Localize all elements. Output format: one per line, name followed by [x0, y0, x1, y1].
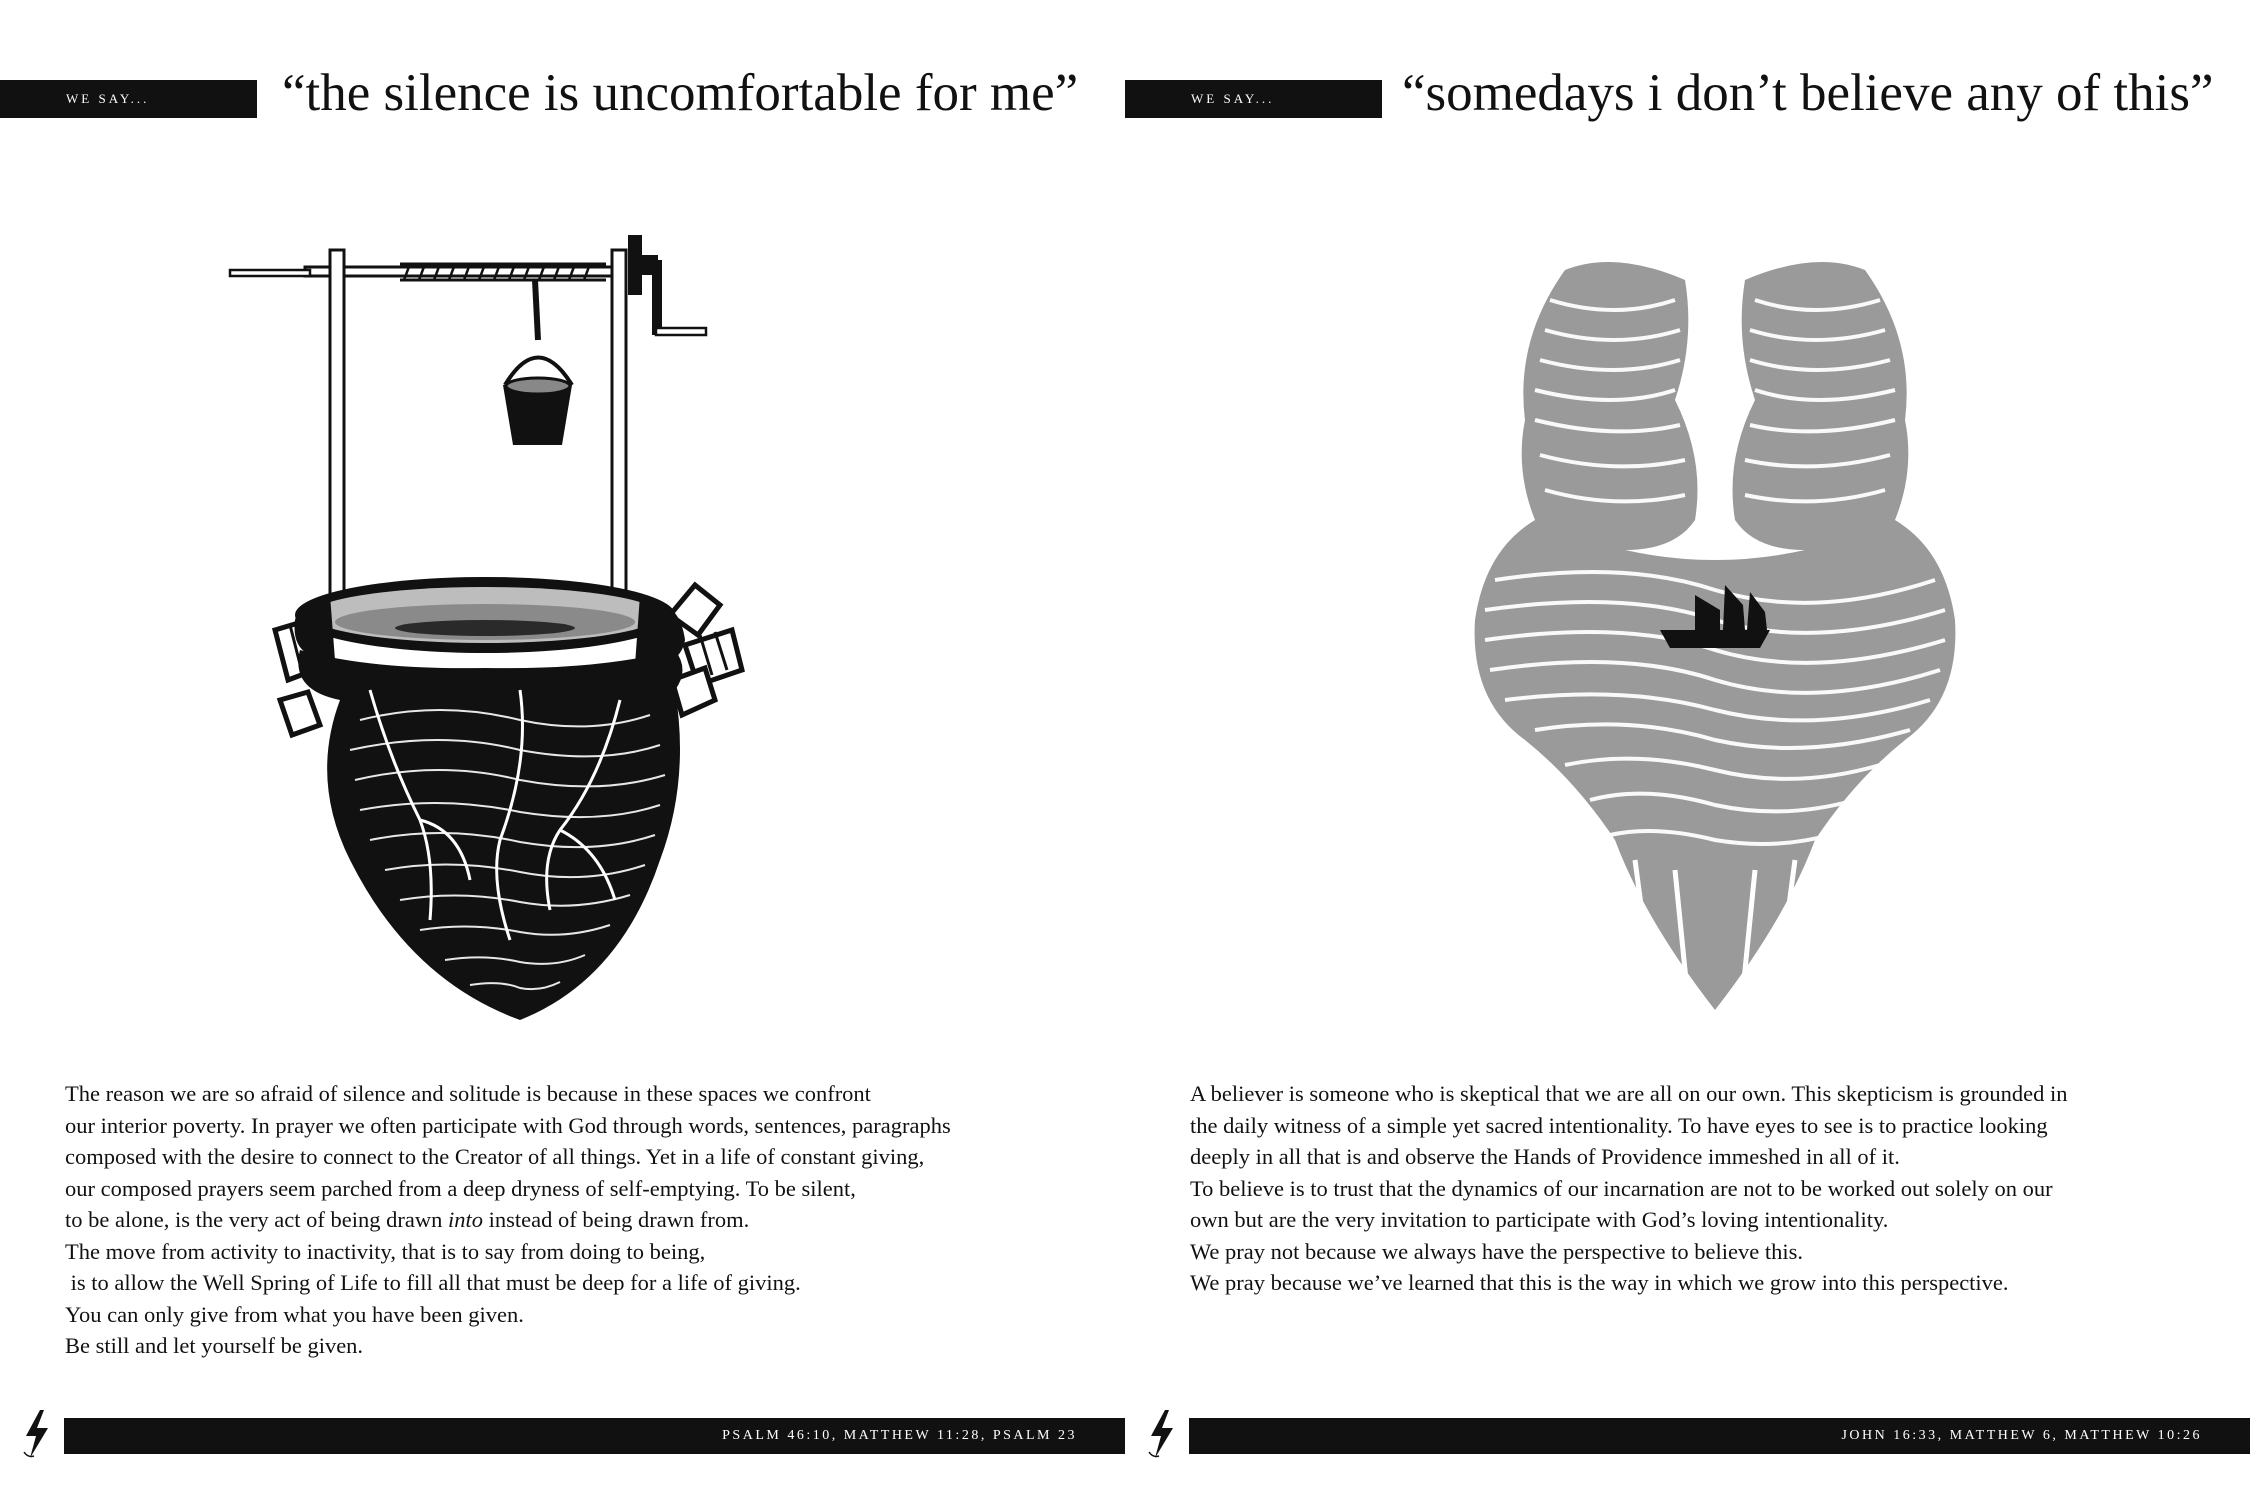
page-quote: “the silence is uncomfortable for me” — [282, 64, 1079, 122]
body-line: To believe is to trust that the dynamics of our incarnation are not to be worked out solely on our — [1190, 1175, 2053, 1201]
body-line: You can only give from what you have been given. — [65, 1301, 524, 1327]
lightning-logo-icon — [18, 1408, 54, 1460]
right-page — [1125, 0, 2250, 1500]
body-line: is to allow the Well Spring of Life to fill all that must be deep for a life of giving. — [65, 1270, 801, 1295]
body-text — [65, 1078, 951, 1362]
cupped-hands-boat-illustration — [1375, 220, 2055, 1040]
scripture-references-bar — [64, 1418, 1125, 1454]
lightning-logo-icon — [1143, 1408, 1179, 1460]
body-line: A believer is someone who is skeptical that we are all on our own. This skepticism is grounded in — [1190, 1081, 2068, 1106]
scripture-references-bar — [1189, 1418, 2250, 1454]
body-line: own but are the very invitation to participate with God’s loving intentionality. — [1190, 1207, 1889, 1232]
page-quote: “somedays i don’t believe any of this” — [1402, 64, 2214, 122]
body-line: composed with the desire to connect to the Creator of all things. Yet in a life of constant giving, — [65, 1144, 925, 1169]
body-line: our composed prayers seem parched from a deep dryness of self-emptying. To be silent, — [65, 1175, 856, 1201]
body-line: The move from activity to inactivity, that is to say from doing to being, — [65, 1238, 706, 1264]
body-text — [1190, 1078, 2068, 1299]
we-say-label: WE SAY... — [66, 91, 150, 106]
body-line: deeply in all that is and observe the Hands of Providence immeshed in all of it. — [1190, 1144, 1900, 1169]
body-fragment: instead of being drawn from. — [488, 1207, 750, 1232]
body-fragment: to be alone, is the very act of being drawn — [65, 1207, 443, 1232]
we-say-tag — [0, 80, 257, 118]
heart-well-illustration — [220, 220, 900, 1040]
body-line: Be still and let yourself be given. — [65, 1333, 364, 1358]
scripture-references: PSALM 46:10, MATTHEW 11:28, PSALM 23 — [722, 1428, 1077, 1443]
body-line — [65, 1204, 951, 1236]
body-line: the daily witness of a simple yet sacred intentionality. To have eyes to see is to practice looking — [1190, 1112, 2048, 1138]
body-line: our interior poverty. In prayer we often participate with God through words, sentences, paragraphs — [65, 1112, 951, 1138]
scripture-references: JOHN 16:33, MATTHEW 6, MATTHEW 10:26 — [1841, 1428, 2202, 1443]
we-say-label: WE SAY... — [1191, 91, 1275, 106]
body-line: We pray not because we always have the perspective to believe this. — [1190, 1238, 1803, 1264]
body-emphasis: into — [448, 1207, 484, 1232]
body-line: The reason we are so afraid of silence and solitude is because in these spaces we confront — [65, 1081, 871, 1106]
body-line: We pray because we’ve learned that this is the way in which we grow into this perspective. — [1190, 1270, 2009, 1295]
left-page — [0, 0, 1125, 1500]
we-say-tag — [1125, 80, 1382, 118]
